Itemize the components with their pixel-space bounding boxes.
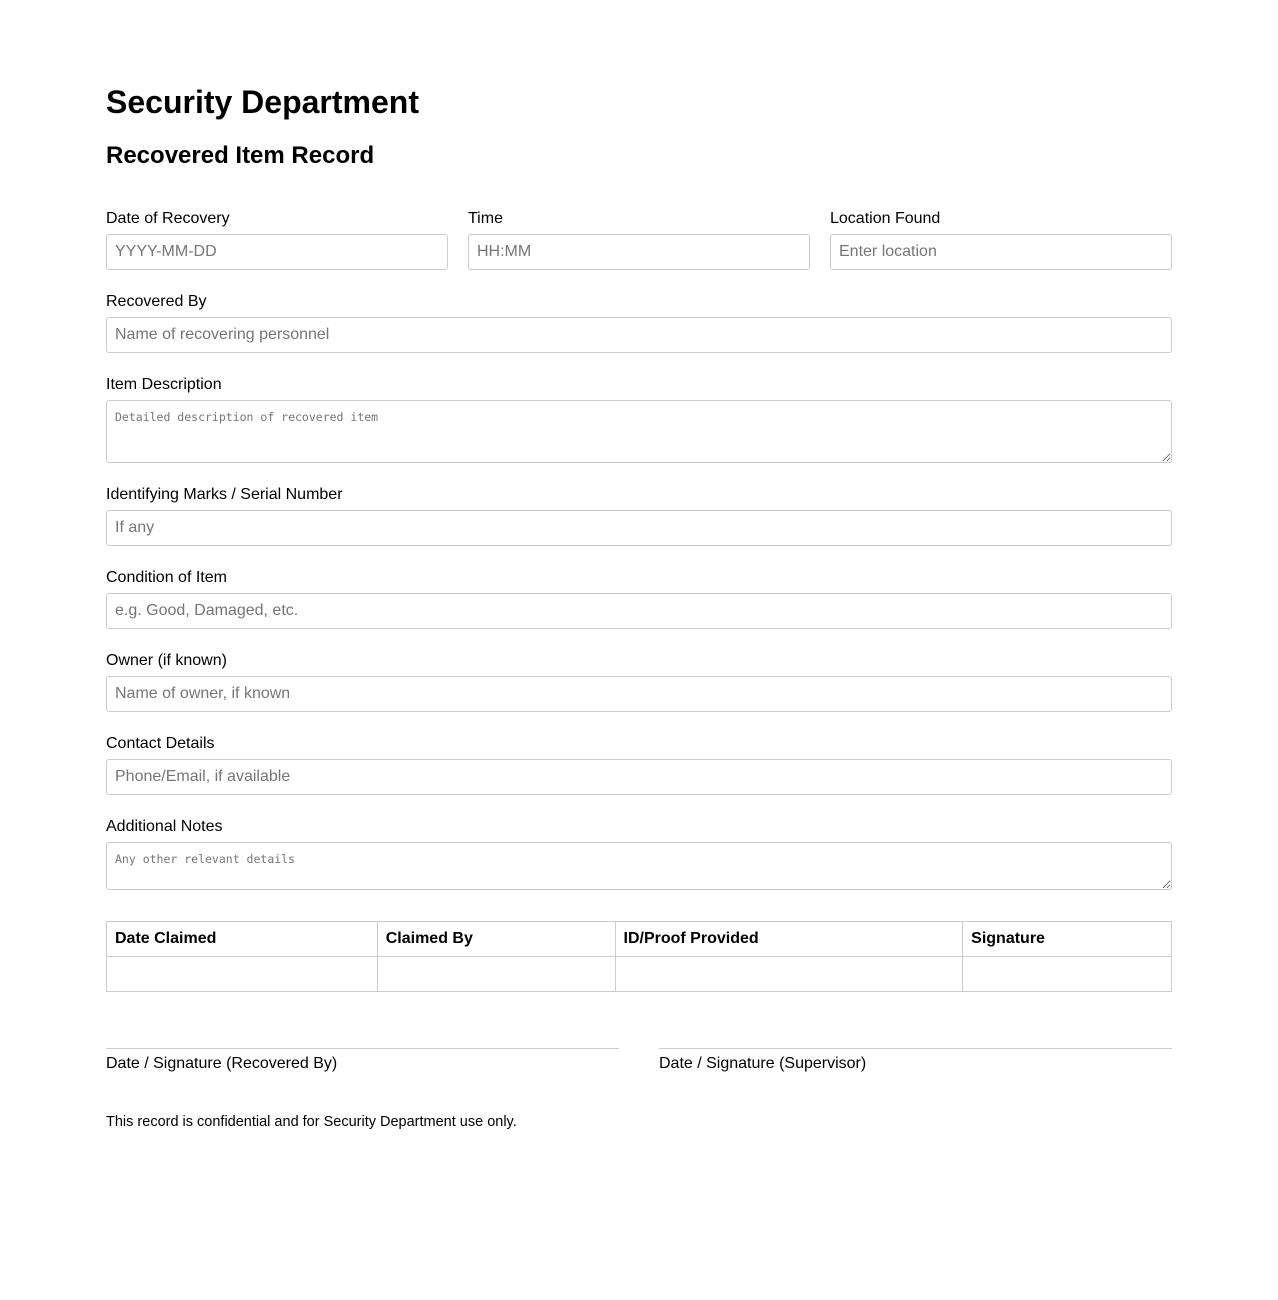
cell-id-proof[interactable] bbox=[615, 957, 963, 992]
owner-input[interactable] bbox=[106, 676, 1172, 712]
additional-notes-label: Additional Notes bbox=[106, 818, 223, 835]
recovered-by-signature-label: Date / Signature (Recovered By) bbox=[106, 1055, 338, 1072]
item-description-label: Item Description bbox=[106, 376, 222, 393]
location-found-label: Location Found bbox=[830, 210, 941, 227]
location-found-input[interactable] bbox=[830, 234, 1172, 270]
page-title: Security Department bbox=[106, 84, 419, 120]
additional-notes-textarea[interactable] bbox=[106, 842, 1172, 890]
time-input[interactable] bbox=[468, 234, 810, 270]
table-row bbox=[107, 957, 1172, 992]
contact-details-label: Contact Details bbox=[106, 735, 215, 752]
column-header-signature: Signature bbox=[963, 922, 1172, 957]
supervisor-signature-label: Date / Signature (Supervisor) bbox=[659, 1055, 867, 1072]
item-description-textarea[interactable] bbox=[106, 400, 1172, 463]
time-label: Time bbox=[468, 210, 503, 227]
cell-claimed-by[interactable] bbox=[377, 957, 615, 992]
column-header-claimed-by: Claimed By bbox=[377, 922, 615, 957]
column-header-id-proof: ID/Proof Provided bbox=[615, 922, 963, 957]
cell-signature[interactable] bbox=[963, 957, 1172, 992]
confidentiality-note: This record is confidential and for Security Department use only. bbox=[106, 1114, 517, 1130]
column-header-date-claimed: Date Claimed bbox=[107, 922, 378, 957]
date-of-recovery-label: Date of Recovery bbox=[106, 210, 230, 227]
supervisor-signature-line bbox=[659, 1048, 1172, 1049]
recovered-by-label: Recovered By bbox=[106, 293, 207, 310]
date-of-recovery-input[interactable] bbox=[106, 234, 448, 270]
condition-label: Condition of Item bbox=[106, 569, 227, 586]
condition-input[interactable] bbox=[106, 593, 1172, 629]
owner-label: Owner (if known) bbox=[106, 652, 227, 669]
identifying-marks-input[interactable] bbox=[106, 510, 1172, 546]
contact-details-input[interactable] bbox=[106, 759, 1172, 795]
claims-table-header-row bbox=[107, 922, 1172, 957]
recovered-by-input[interactable] bbox=[106, 317, 1172, 353]
cell-date-claimed[interactable] bbox=[107, 957, 378, 992]
claims-table bbox=[106, 921, 1172, 992]
identifying-marks-label: Identifying Marks / Serial Number bbox=[106, 486, 343, 503]
recovered-by-signature-line bbox=[106, 1048, 619, 1049]
form-title: Recovered Item Record bbox=[106, 142, 375, 169]
